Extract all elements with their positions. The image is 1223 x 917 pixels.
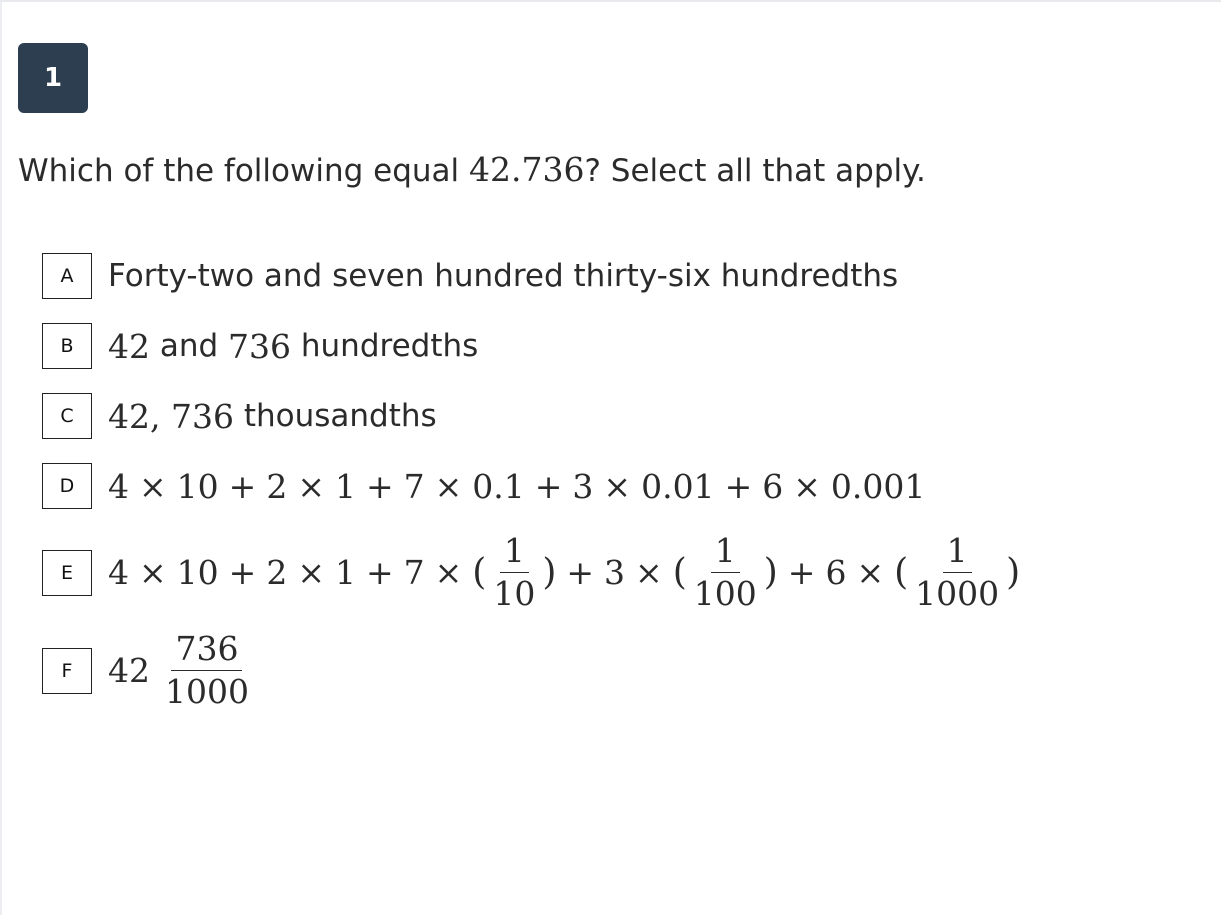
fraction <box>690 532 761 613</box>
plus-sign: + <box>534 466 563 506</box>
close-paren: ) <box>542 552 557 593</box>
e-term: 3 <box>604 553 626 592</box>
option-b-number-2: 736 <box>228 326 292 366</box>
option-b-unit: hundredths <box>291 328 479 364</box>
option-b-number-1: 42 <box>108 326 150 366</box>
fraction-denominator: 1000 <box>915 574 1000 613</box>
option-f-mixed-number <box>108 630 256 711</box>
prompt-text-start: Which of the following equal <box>18 153 469 189</box>
fraction-denominator: 10 <box>493 574 536 613</box>
question-prompt <box>18 148 926 193</box>
option-d-content <box>108 467 925 506</box>
e-term: 7 <box>403 553 425 592</box>
open-paren: ( <box>672 552 687 593</box>
plus-sign: + <box>724 466 753 506</box>
fraction <box>489 532 539 613</box>
fraction-numerator: 1 <box>943 532 972 573</box>
option-a-letter[interactable]: A <box>42 253 92 299</box>
option-d-expression <box>108 467 925 506</box>
option-b-and: and <box>150 328 229 364</box>
close-paren: ) <box>1006 552 1021 593</box>
option-a-text: Forty-two and seven hundred thirty-six hundredths <box>108 258 899 294</box>
option-c-letter[interactable]: C <box>42 393 92 439</box>
plus-sign: + <box>787 553 816 592</box>
d-term: 10 <box>176 466 219 506</box>
d-term: 0.01 <box>641 466 715 506</box>
option-e-content <box>108 532 1020 613</box>
times-sign: × <box>635 553 663 592</box>
option-f-content <box>108 630 256 711</box>
fraction-numerator: 736 <box>171 630 242 671</box>
times-sign: × <box>297 466 325 506</box>
times-sign: × <box>434 466 463 506</box>
option-f[interactable] <box>42 630 256 711</box>
d-term: 3 <box>572 466 594 506</box>
option-c[interactable] <box>42 393 437 439</box>
times-sign: × <box>434 553 463 592</box>
fraction-denominator: 1000 <box>165 672 249 711</box>
open-paren: ( <box>894 552 909 593</box>
d-term: 4 <box>108 466 129 506</box>
option-b-letter[interactable]: B <box>42 323 92 369</box>
times-sign: × <box>603 466 632 506</box>
option-e[interactable] <box>42 532 1020 613</box>
close-paren: ) <box>763 552 778 593</box>
times-sign: × <box>793 466 821 506</box>
plus-sign: + <box>228 466 257 506</box>
fraction-numerator: 1 <box>500 532 529 573</box>
fraction <box>911 532 1003 613</box>
times-sign: × <box>139 466 167 506</box>
option-f-letter[interactable]: F <box>42 648 92 694</box>
option-b[interactable] <box>42 323 478 369</box>
e-term: 6 <box>825 553 847 592</box>
prompt-text-end: ? Select all that apply. <box>584 153 926 189</box>
option-d[interactable] <box>42 463 925 509</box>
prompt-value: 42.736 <box>469 150 585 189</box>
plus-sign: + <box>365 466 394 506</box>
mixed-whole: 42 <box>108 651 150 690</box>
d-term: 0.001 <box>830 466 926 506</box>
option-b-content <box>108 327 478 366</box>
option-c-value: 42, 736 <box>108 396 234 436</box>
e-term: 1 <box>334 553 356 592</box>
option-c-content <box>108 397 437 436</box>
fraction <box>161 630 253 711</box>
option-d-letter[interactable]: D <box>42 463 92 509</box>
fraction-denominator: 100 <box>693 574 757 613</box>
question-number: 1 <box>43 63 63 93</box>
d-term: 0.1 <box>472 466 525 506</box>
option-c-unit: thousandths <box>233 398 437 434</box>
times-sign: × <box>297 553 325 592</box>
option-a[interactable] <box>42 253 898 299</box>
plus-sign: + <box>365 553 394 592</box>
option-e-letter[interactable]: E <box>42 550 92 596</box>
d-term: 6 <box>762 466 784 506</box>
times-sign: × <box>139 553 167 592</box>
question-number-badge <box>18 43 88 113</box>
fraction-numerator: 1 <box>711 532 740 573</box>
option-a-content <box>108 258 898 294</box>
d-term: 7 <box>403 466 425 506</box>
open-paren: ( <box>472 552 487 593</box>
e-term: 10 <box>176 553 219 592</box>
d-term: 1 <box>334 466 356 506</box>
plus-sign: + <box>228 553 257 592</box>
plus-sign: + <box>566 553 595 592</box>
option-e-expression <box>108 532 1020 613</box>
e-term: 2 <box>266 553 288 592</box>
times-sign: × <box>856 553 885 592</box>
d-term: 2 <box>266 466 288 506</box>
e-term: 4 <box>108 553 129 592</box>
